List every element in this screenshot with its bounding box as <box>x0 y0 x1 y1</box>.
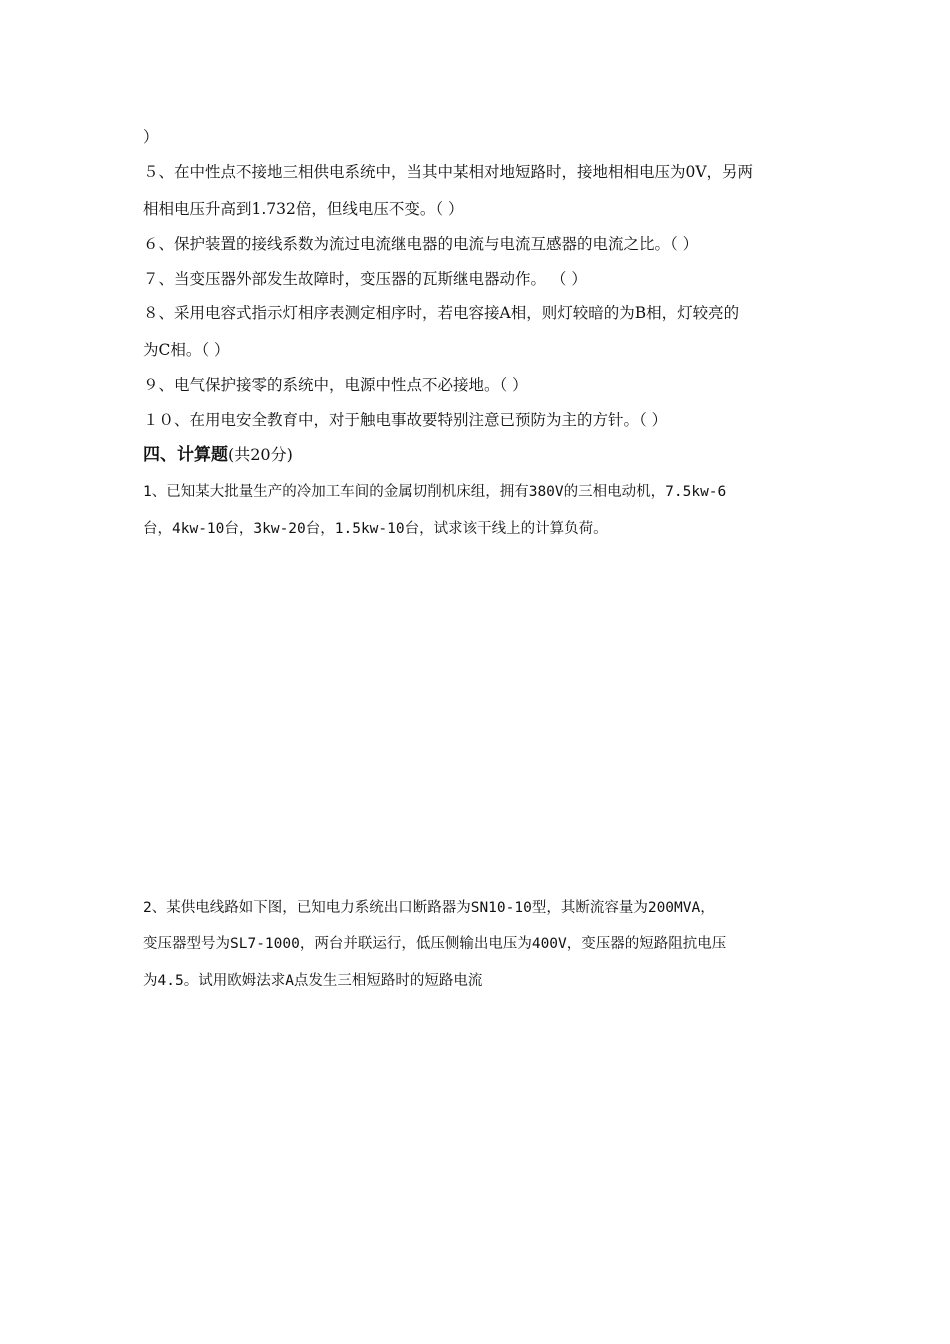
question-8-line-2: 为C相。（ ） <box>143 341 230 359</box>
question-5-line-2: 相相电压升高到1.732倍，但线电压不变。（ ） <box>143 200 464 218</box>
calc-question-2-line-1: 2、某供电线路如下图，已知电力系统出口断路器为SN10-10型，其断流容量为200MVA， <box>143 900 715 916</box>
question-7: ７、当变压器外部发生故障时，变压器的瓦斯继电器动作。 （ ） <box>143 270 587 288</box>
calc-question-1-line-1: 1、已知某大批量生产的冷加工车间的金属切削机床组，拥有380V的三相电动机，7.5kw-6 <box>143 484 727 500</box>
question-6: ６、保护装置的接线系数为流过电流继电器的电流与电流互感器的电流之比。（ ） <box>143 235 699 253</box>
question-8-line-1: ８、采用电容式指示灯相序表测定相序时，若电容接A相，则灯较暗的为B相，灯较亮的 <box>143 304 740 322</box>
question-9: ９、电气保护接零的系统中，电源中性点不必接地。（ ） <box>143 376 528 394</box>
calc-question-2-line-3: 为4.5。试用欧姆法求A点发生三相短路时的短路电流 <box>143 973 483 989</box>
section-title: 四、计算题 <box>143 445 228 465</box>
calc-question-2-line-2: 变压器型号为SL7-1000，两台并联运行，低压侧输出电压为400V，变压器的短路阻抗电压 <box>143 936 727 952</box>
continued-bracket: ） <box>143 128 159 146</box>
calc-question-1-line-2: 台，4kw-10台，3kw-20台，1.5kw-10台，试求该干线上的计算负荷。 <box>143 521 608 537</box>
section-score: (共20分) <box>228 445 293 464</box>
question-5-line-1: ５、在中性点不接地三相供电系统中，当其中某相对地短路时，接地相相电压为0V，另两 <box>143 163 754 181</box>
section-heading <box>143 444 293 466</box>
question-10: １０、在用电安全教育中，对于触电事故要特别注意已预防为主的方针。（ ） <box>143 411 668 429</box>
